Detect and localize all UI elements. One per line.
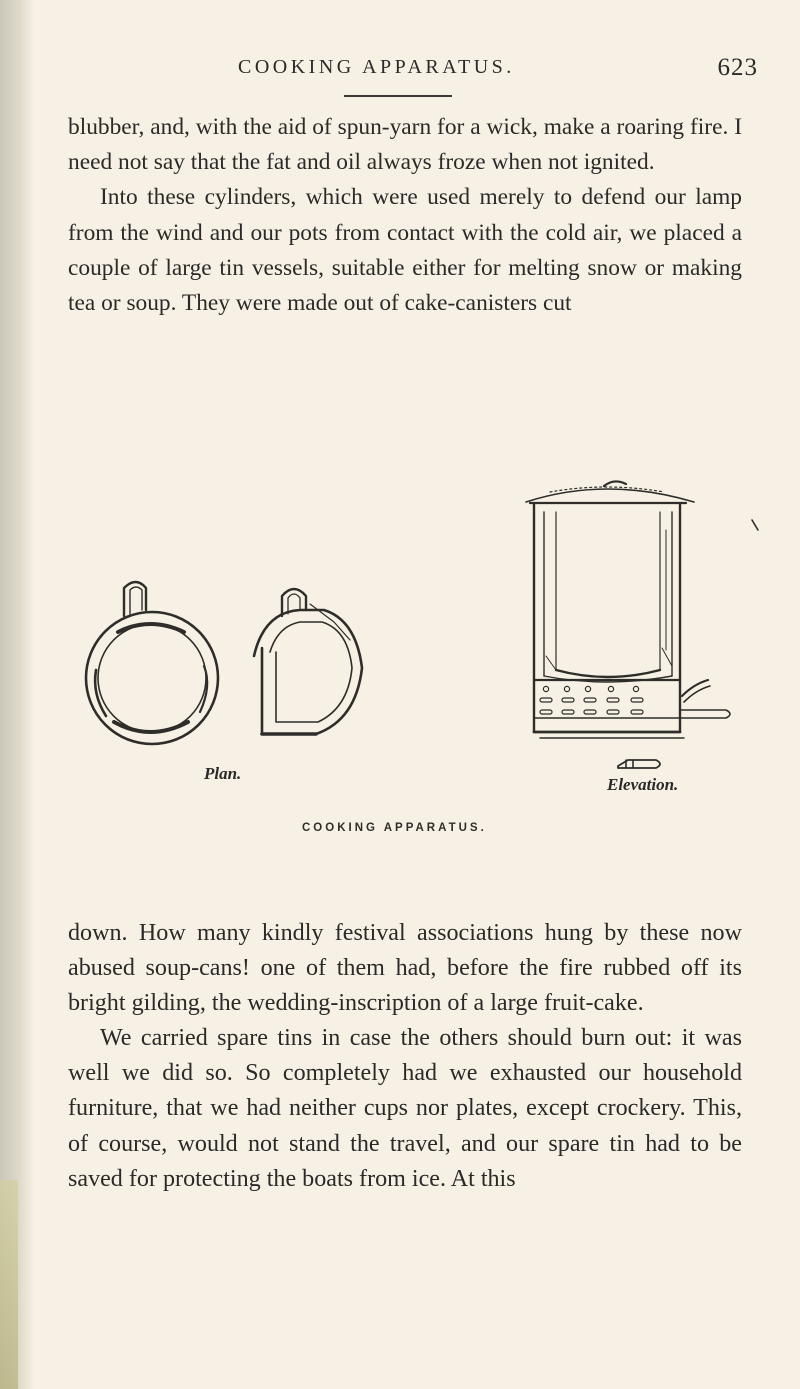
text-block-bottom [68, 916, 742, 1197]
plan-vessel-left [86, 582, 218, 744]
paragraph: blubber, and, with the aid of spun-yarn for a wick, make a roaring fire. I need not say that the fat and oil always froze when not ignited. [68, 114, 742, 176]
header-rule [344, 95, 452, 97]
text-block-top [68, 110, 742, 321]
paragraph: Into these cylinders, which were used merely to defend our lamp from the wind and our pots from contact with the cold air, we placed a couple of large tin vessels, suitable either for melting snow or making tea or soup. They were made out of cake-canisters cut [68, 184, 742, 317]
page-header [226, 56, 774, 88]
elevation-label: Elevation. [607, 775, 679, 794]
cooking-apparatus-figure [66, 470, 766, 860]
paragraph: down. How many kindly festival associations hung by these now abused soup-cans! one of them had, before the fire rubbed off its bright gilding, the wedding-inscription of a large fruit-cake. [68, 920, 742, 1017]
page-number: 623 [717, 54, 758, 81]
plan-vessel-right [254, 589, 362, 734]
elevation-vessel [526, 481, 758, 768]
running-head: COOKING APPARATUS. [238, 56, 515, 78]
paragraph: We carried spare tins in case the others should burn out: it was well we did so. So completely had we exhausted our household furniture, that we had neither cups nor plates, except crockery. This, of course, would not stand the travel, and our spare tin had to be saved for protecting the boats from ice. At this [68, 1025, 742, 1192]
page-edge-stain [0, 1180, 18, 1389]
plan-label: Plan. [204, 764, 242, 783]
cooking-apparatus-illustration [66, 470, 766, 860]
figure-caption: COOKING APPARATUS. [302, 822, 487, 834]
